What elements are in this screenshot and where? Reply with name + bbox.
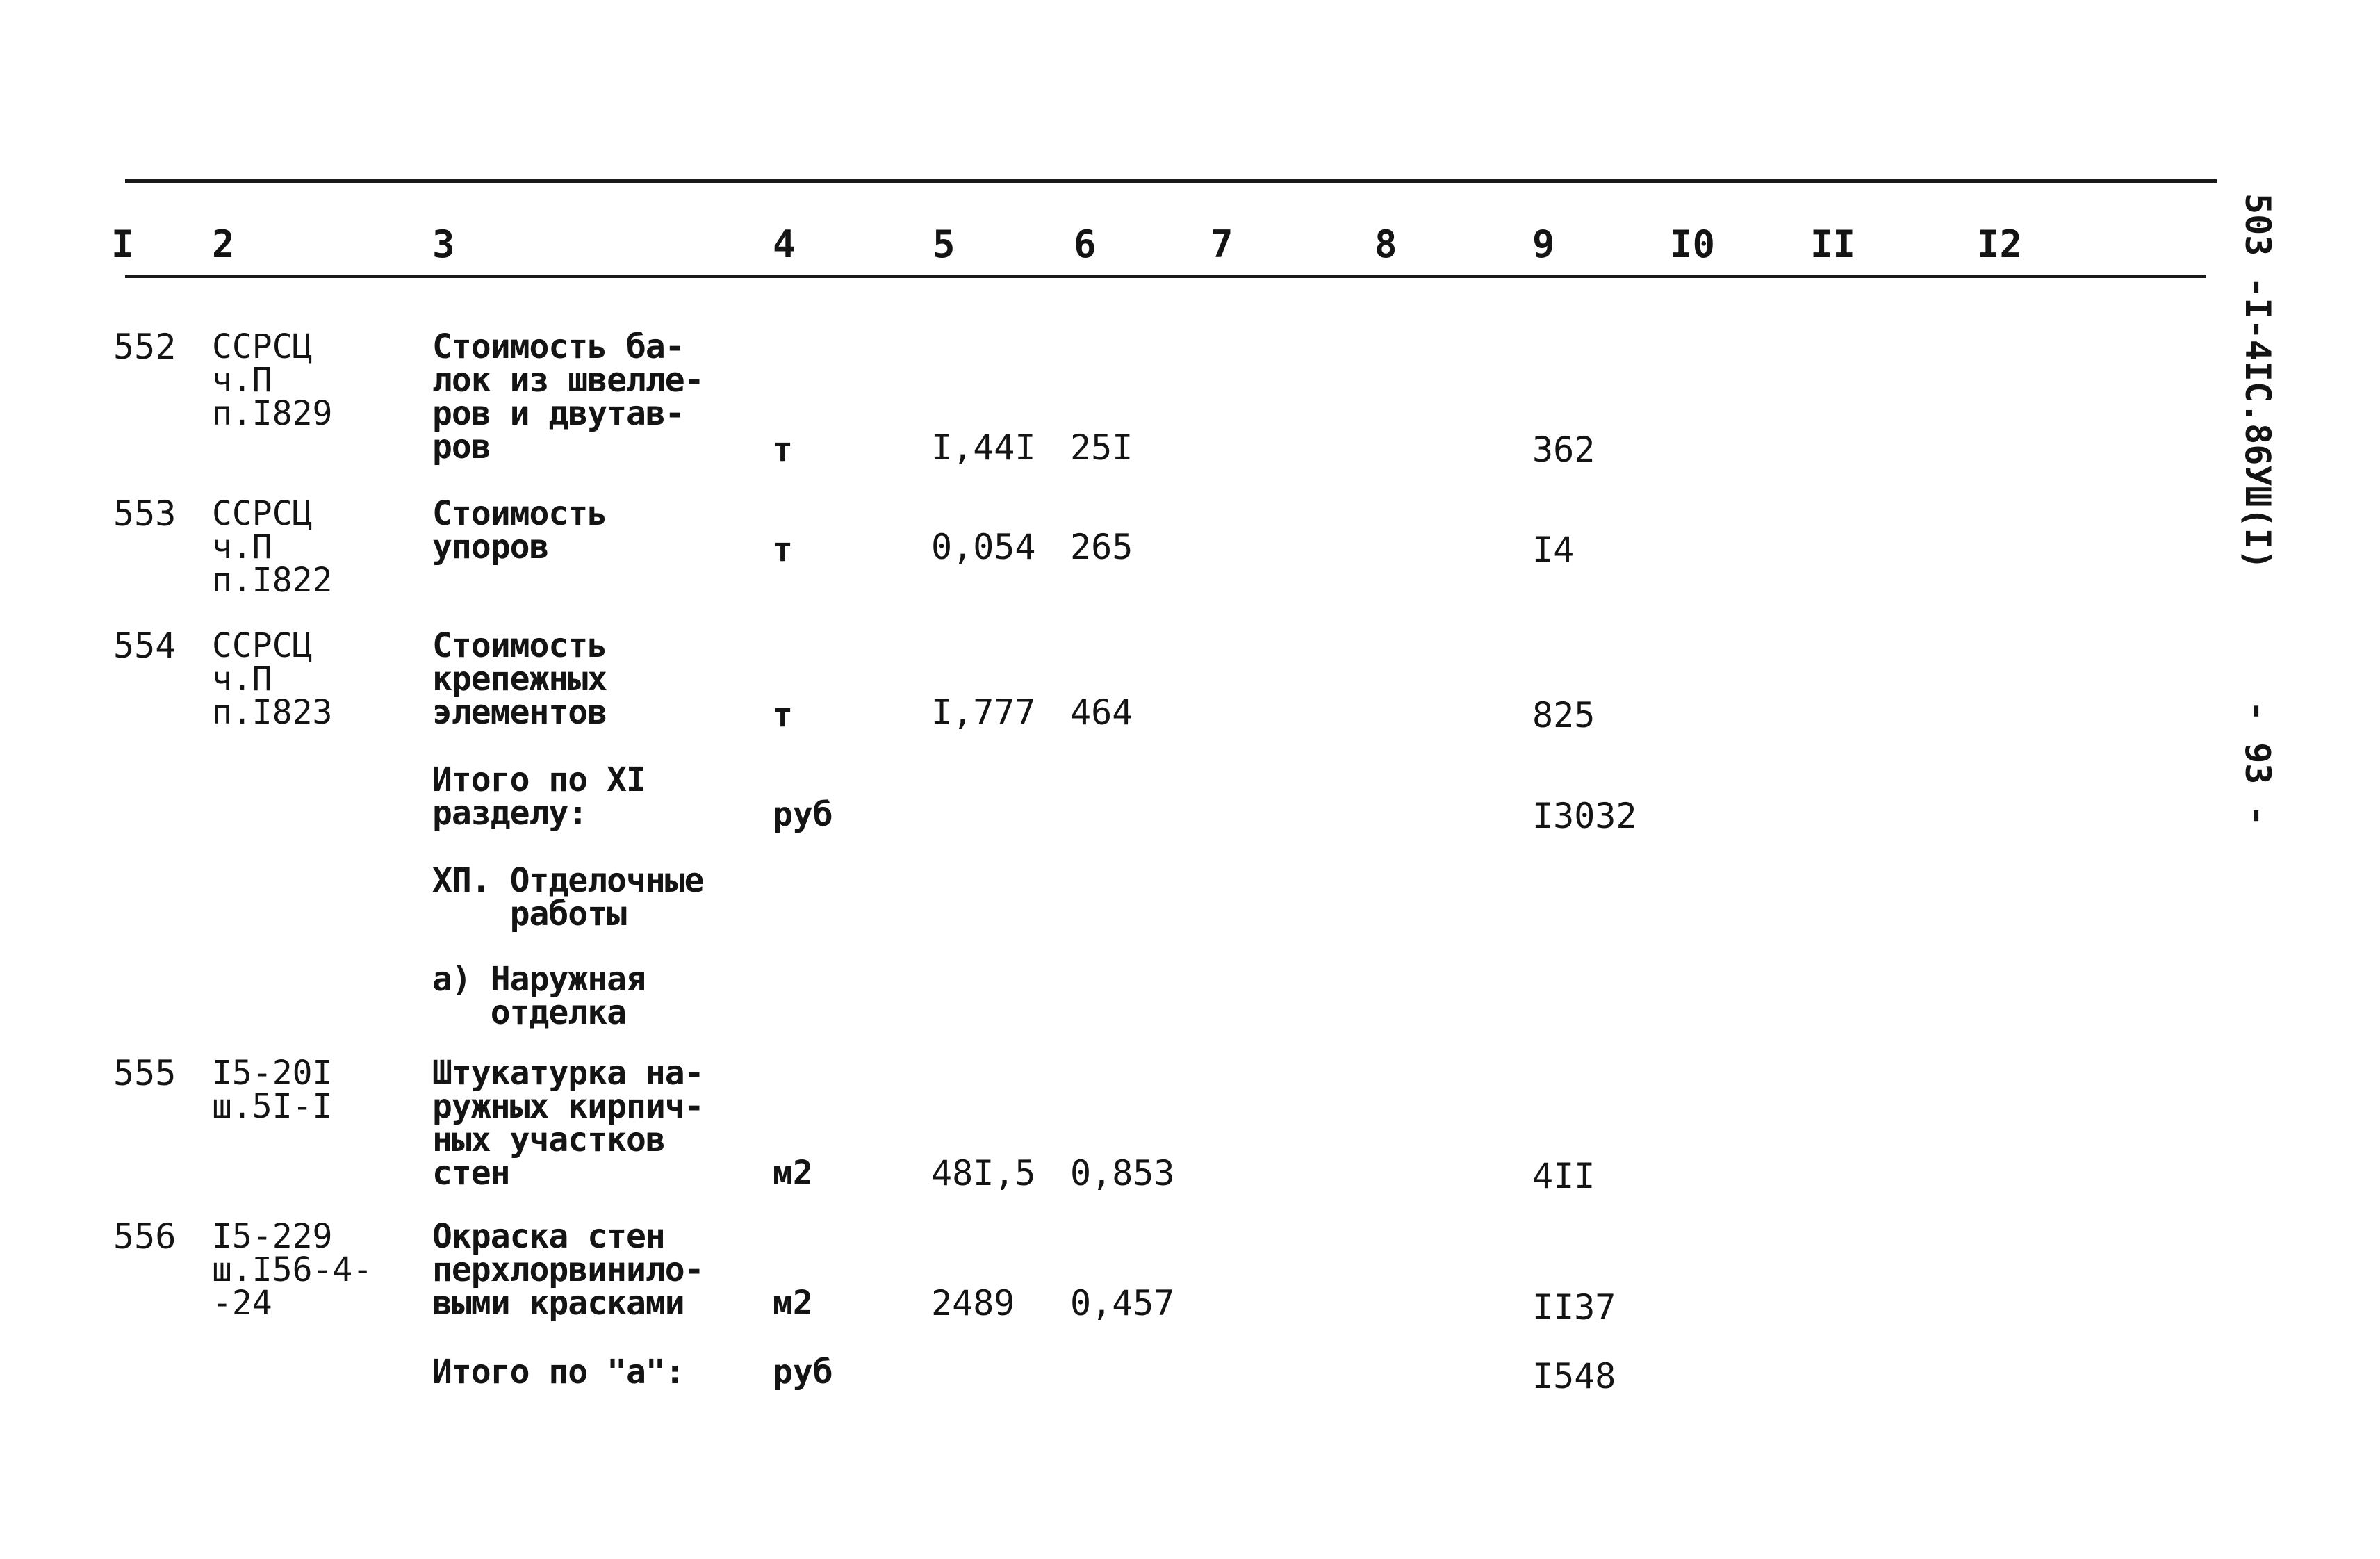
row-description-line: Окраска стен [432, 1217, 665, 1256]
row-code-line: ч.П [212, 361, 272, 400]
row-description-line: Стоимость ба- [432, 327, 684, 366]
row-unit-price: 0,457 [1070, 1283, 1175, 1323]
row-total: 825 [1532, 695, 1595, 735]
row-total: 4II [1532, 1156, 1595, 1196]
section-heading-line: работы [432, 895, 626, 933]
col-header-8: 8 [1374, 222, 1397, 266]
row-code-line: ч.П [212, 528, 272, 566]
row-quantity: I,44I [931, 427, 1036, 468]
row-description-line: упоров [432, 528, 549, 566]
col-header-7: 7 [1210, 222, 1233, 266]
document-code: 503 -I-4IC.86УШ(I) [2238, 193, 2278, 570]
subsection-heading-line: а) Наружная [432, 960, 646, 999]
row-description-line: ных участков [432, 1120, 665, 1159]
row-code-line: I5-20I [212, 1054, 333, 1093]
row-total: 362 [1532, 430, 1595, 470]
section-heading-line: XП. Отделочные [432, 861, 704, 900]
top-rule [125, 179, 2217, 183]
row-description-line: ружных кирпич- [432, 1087, 704, 1126]
row-code-line: ч.П [212, 660, 272, 699]
row-description-line: лок из швелле- [432, 361, 704, 400]
row-number: 554 [113, 626, 177, 666]
subtotal-unit: руб [773, 795, 833, 834]
row-unit-price: 464 [1070, 692, 1133, 733]
row-code-line: -24 [212, 1284, 272, 1323]
row-total: I4 [1532, 530, 1575, 570]
row-description-line: крепежных [432, 660, 607, 699]
page-number: - 93 - [2238, 701, 2278, 826]
subtotal-label-line: Итого по "а": [432, 1353, 684, 1391]
row-number: 556 [113, 1216, 177, 1257]
row-unit: т [773, 696, 793, 735]
row-description-line: Стоимость [432, 626, 607, 665]
row-quantity: I,777 [931, 692, 1036, 733]
row-code-line: I5-229 [212, 1217, 333, 1256]
subtotal-label-line: Итого по XI [432, 760, 646, 799]
row-description-line: Стоимость [432, 494, 607, 533]
row-code-line: п.I822 [212, 561, 333, 600]
col-header-4: 4 [773, 222, 796, 266]
row-code-line: п.I823 [212, 693, 333, 732]
side-margin [2239, 193, 2281, 888]
row-unit: т [773, 530, 793, 569]
row-quantity: 2489 [931, 1283, 1015, 1323]
row-description-line: выми красками [432, 1284, 684, 1323]
row-unit-price: 265 [1070, 527, 1133, 567]
subtotal-value: I548 [1532, 1356, 1616, 1396]
row-unit: м2 [773, 1154, 813, 1193]
subtotal-value: I3032 [1532, 796, 1637, 836]
row-number: 552 [113, 327, 177, 367]
subsection-heading-line: отделка [432, 993, 626, 1032]
row-description-line: ров [432, 427, 491, 466]
row-total: II37 [1532, 1287, 1616, 1328]
row-number: 553 [113, 493, 177, 534]
row-description-line: стен [432, 1154, 510, 1193]
row-description-line: перхлорвинило- [432, 1250, 704, 1289]
col-header-3: 3 [432, 222, 455, 266]
header-rule [125, 275, 2206, 278]
row-code-line: ССРСЦ [212, 494, 313, 533]
row-unit-price: 25I [1070, 427, 1133, 468]
row-quantity: 48I,5 [931, 1153, 1036, 1193]
row-description-line: ров и двутав- [432, 394, 684, 433]
row-code-line: ССРСЦ [212, 327, 313, 366]
col-header-5: 5 [933, 222, 955, 266]
row-unit: т [773, 430, 793, 469]
subtotal-unit: руб [773, 1353, 833, 1391]
row-code-line: ш.5I-I [212, 1087, 333, 1126]
row-quantity: 0,054 [931, 527, 1036, 567]
col-header-11: II [1810, 222, 1856, 266]
col-header-1: I [111, 222, 134, 266]
row-code-line: ш.I56-4- [212, 1250, 373, 1289]
row-number: 555 [113, 1053, 177, 1093]
col-header-10: I0 [1670, 222, 1716, 266]
row-unit: м2 [773, 1284, 813, 1323]
row-unit-price: 0,853 [1070, 1153, 1175, 1193]
col-header-9: 9 [1532, 222, 1555, 266]
row-code-line: ССРСЦ [212, 626, 313, 665]
col-header-12: I2 [1977, 222, 2023, 266]
row-description-line: элементов [432, 693, 607, 732]
row-description-line: Штукатурка на- [432, 1054, 704, 1093]
col-header-2: 2 [212, 222, 235, 266]
col-header-6: 6 [1074, 222, 1097, 266]
subtotal-label-line: разделу: [432, 794, 588, 833]
row-code-line: п.I829 [212, 394, 333, 433]
